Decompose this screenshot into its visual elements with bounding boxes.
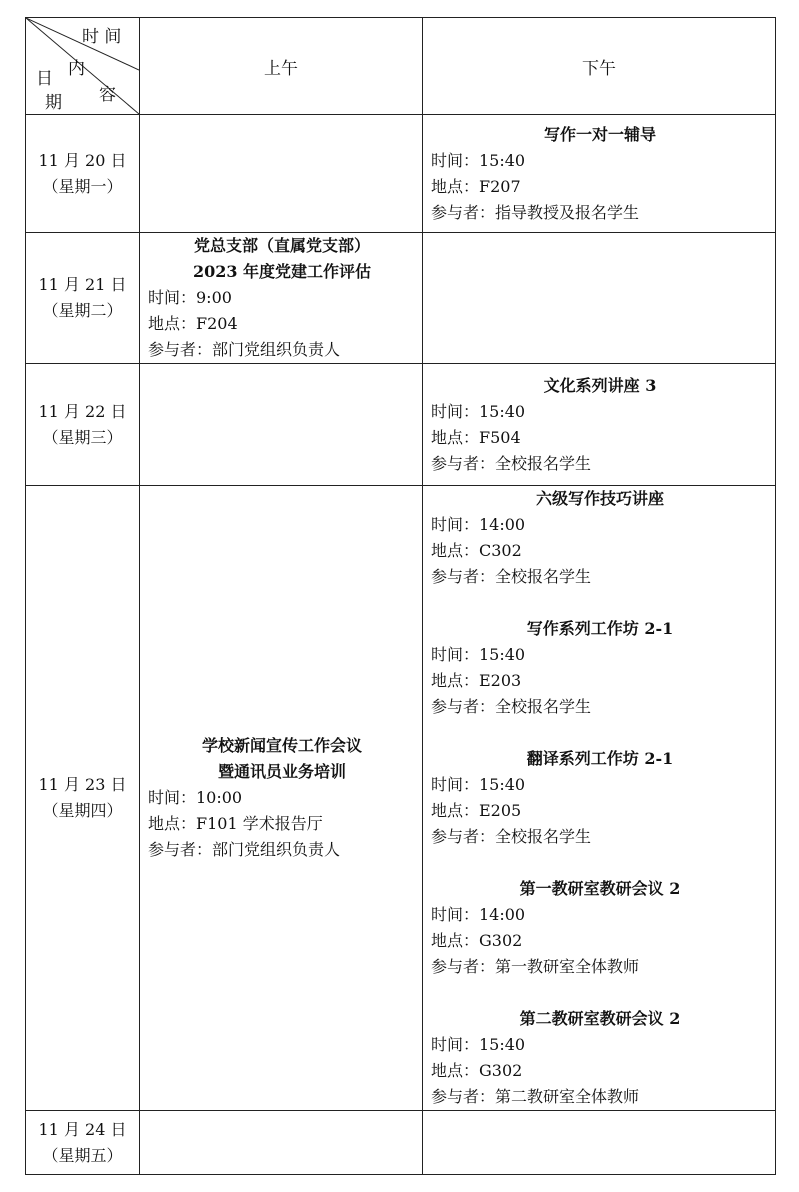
event-title: 翻译系列工作坊 2-1 xyxy=(526,749,674,768)
afternoon-cell xyxy=(423,364,776,486)
event-time: 时间：14:00 xyxy=(431,905,526,924)
event-participants: 参与者：全校报名学生 xyxy=(431,567,592,586)
event-time: 时间：9:00 xyxy=(148,288,232,307)
afternoon-cell xyxy=(423,233,776,364)
date-cell xyxy=(26,115,140,233)
event-time: 时间：15:40 xyxy=(431,401,526,421)
morning-cell xyxy=(140,233,423,364)
event-participants: 参与者：部门党组织负责人 xyxy=(148,340,341,359)
event-title: 写作系列工作坊 2-1 xyxy=(526,619,674,638)
event-location: 地点：F101 学术报告厅 xyxy=(148,814,323,833)
event-block xyxy=(423,616,775,720)
event-title: 文化系列讲座 3 xyxy=(543,375,657,395)
event-title: 六级写作技巧讲座 xyxy=(535,489,664,508)
event-location: 地点：E203 xyxy=(431,671,522,690)
event-participants: 参与者：全校报名学生 xyxy=(431,827,592,846)
event-block xyxy=(423,1006,775,1110)
date-text: 11 月 23 日 xyxy=(38,775,127,794)
date-cell xyxy=(26,1111,140,1175)
afternoon-cell xyxy=(423,1111,776,1175)
morning-cell xyxy=(140,364,423,486)
morning-cell xyxy=(140,486,423,1111)
morning-cell xyxy=(140,115,423,233)
date-cell xyxy=(26,486,140,1111)
header-corner-cell xyxy=(26,18,140,115)
event-block xyxy=(423,876,775,980)
event-participants: 参与者：第一教研室全体教师 xyxy=(431,957,640,976)
event-block xyxy=(423,486,775,590)
event-location: 地点：F207 xyxy=(431,176,521,196)
afternoon-cell xyxy=(423,115,776,233)
header-morning: 上午 xyxy=(140,18,423,115)
weekday-text: （星期五） xyxy=(42,1145,123,1165)
corner-label-date: 日 xyxy=(36,69,53,89)
morning-cell xyxy=(140,1111,423,1175)
event-block xyxy=(140,733,422,863)
event-location: 地点：F204 xyxy=(148,314,238,333)
event-location: 地点：C302 xyxy=(431,541,522,560)
event-title: 党总支部（直属党支部） xyxy=(193,236,370,255)
schedule-table xyxy=(25,17,776,1175)
event-time: 时间：14:00 xyxy=(431,515,526,534)
event-title: 学校新闻宣传工作会议 xyxy=(201,736,362,755)
event-location: 地点：E205 xyxy=(431,801,522,820)
event-block xyxy=(423,122,775,226)
date-text: 11 月 24 日 xyxy=(38,1119,127,1139)
schedule-row xyxy=(26,233,776,364)
schedule-row xyxy=(26,115,776,233)
date-text: 11 月 22 日 xyxy=(38,401,127,421)
event-participants: 参与者：全校报名学生 xyxy=(431,697,592,716)
date-cell xyxy=(26,364,140,486)
corner-label-date2: 期 xyxy=(45,93,62,113)
event-time: 时间：10:00 xyxy=(148,788,243,807)
weekday-text: （星期三） xyxy=(42,427,123,447)
corner-label-time: 时 间 xyxy=(82,27,122,47)
event-time: 时间：15:40 xyxy=(431,645,526,664)
event-title: 写作一对一辅导 xyxy=(543,124,656,144)
event-location: 地点：G302 xyxy=(431,931,523,950)
weekday-text: （星期二） xyxy=(42,301,123,320)
event-title-line2: 暨通讯员业务培训 xyxy=(217,762,346,781)
event-participants: 参与者：第二教研室全体教师 xyxy=(431,1087,640,1106)
event-participants: 参与者：全校报名学生 xyxy=(431,453,592,473)
event-location: 地点：F504 xyxy=(431,427,521,447)
weekday-text: （星期四） xyxy=(42,801,123,820)
event-block xyxy=(423,373,775,477)
date-text: 11 月 20 日 xyxy=(38,150,127,170)
event-time: 时间：15:40 xyxy=(431,1035,526,1054)
corner-label-content: 内 xyxy=(68,59,85,79)
header-row xyxy=(26,18,776,115)
event-time: 时间：15:40 xyxy=(431,775,526,794)
event-title: 第二教研室教研会议 2 xyxy=(519,1009,681,1028)
date-text: 11 月 21 日 xyxy=(38,275,127,294)
event-participants: 参与者：部门党组织负责人 xyxy=(148,840,341,859)
schedule-row xyxy=(26,486,776,1111)
schedule-row xyxy=(26,1111,776,1175)
event-block xyxy=(140,233,422,363)
date-cell xyxy=(26,233,140,364)
event-block xyxy=(423,746,775,850)
event-title: 第一教研室教研会议 2 xyxy=(519,879,681,898)
header-afternoon: 下午 xyxy=(423,18,776,115)
event-time: 时间：15:40 xyxy=(431,150,526,170)
event-title-line2: 2023 年度党建工作评估 xyxy=(192,262,372,281)
afternoon-cell xyxy=(423,486,776,1111)
event-participants: 参与者：指导教授及报名学生 xyxy=(431,202,640,222)
event-location: 地点：G302 xyxy=(431,1061,523,1080)
corner-label-content2: 容 xyxy=(99,85,116,105)
schedule-row xyxy=(26,364,776,486)
weekday-text: （星期一） xyxy=(42,176,123,196)
